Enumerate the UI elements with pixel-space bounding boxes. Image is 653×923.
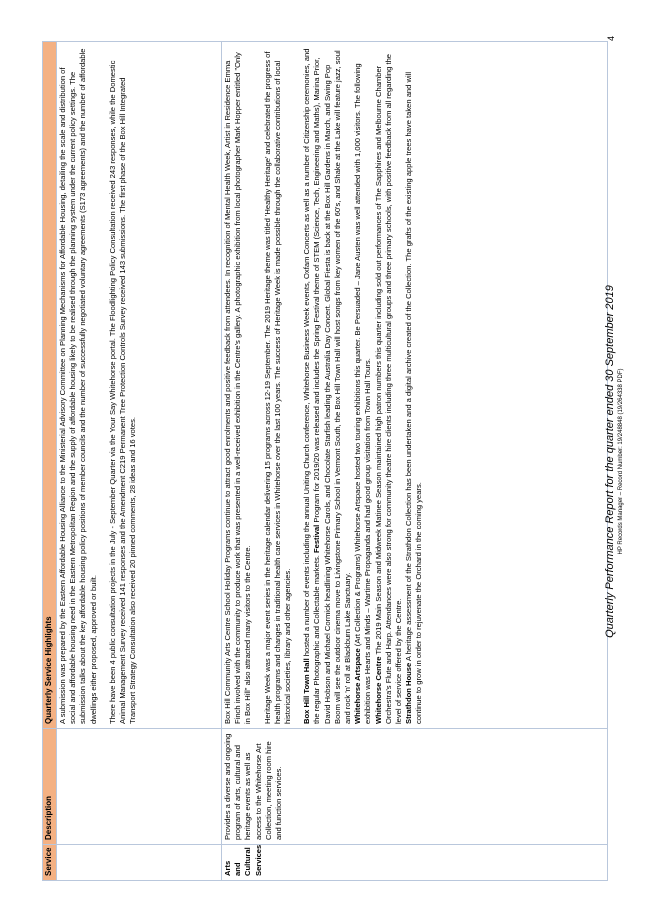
- whitehorse-centre-text: The 2019 Main Season and Midweek Matinee Season maintained high patron numbers this quarter including sold out performances of The Sapphires and Melbourne Chamber Orchestra's Flute and Harp. Attendances were also strong for community theatre hire clients including three multicultural groups and three primary schools, with positive feedback from all regarding the level of service offered by the Centre.: [373, 53, 404, 724]
- header-highlights: Quarterly Service Highlights: [43, 42, 57, 729]
- description-arts-cultural: Provides a diverse and ongoing program of arts, cultural and heritage events as well as access to the Whitehorse Art Collection, meeting room hire and function services.: [222, 729, 608, 845]
- table-header-row: [43, 42, 57, 881]
- table-row-arts: [222, 42, 608, 881]
- housing-submission-paragraph: A submission was prepared by the Eastern Affordable Housing Alliance to the Ministerial Advisory Committee on Planning Mechanisms for Affordable Housing, detailing the scale and distribution of social and affordable housing need in the Eastern Metropolitan Region and the supply of affordable housing likely to be realised through the planning system under the current policy settings. The submission talks about the key affordable housing policy positions of member councils and the number of successfully negotiated voluntary agreements (S173 agreements) and the number of affordable dwellings either proposed, approved or built.: [58, 48, 98, 724]
- service-cell-empty: [57, 845, 222, 881]
- header-description: Description: [43, 729, 57, 845]
- consultation-paragraph: There have been 4 public consultation projects in the July - September Quarter via the Your Say Whitehorse portal. The Floodlighting Policy Consultation received 243 responses, while the Domestic Animal Management Survey received 141 responses and the Amendment C219 Permanent Tree Protection Controls Survey received 143 submissions. The first phase of the Box Hill Integrated Transport Strategy Consultation also received 20 pinned comments, 28 ideas and 16 votes.: [107, 60, 138, 724]
- artspace-text: (Art Collection & Programs) Whitehorse Artspace hosted two touring exhibitions this quarter. Be Persuaded – Jane Austen was well attended with 1,000 visitors. The following exhibition was Hearts and Minds – Wartime Propaganda and had good group visitation from Town Hall Tours.: [353, 63, 373, 724]
- footer-report-title: Quarterly Performance Report for the quarter ended 30 September 2019: [604, 285, 616, 638]
- whitehorse-centre-label: Whitehorse Centre: [373, 656, 383, 724]
- service-arts-cultural: Arts and Cultural Services: [222, 845, 608, 881]
- arts-centre-paragraph: Box Hill Community Arts Centre School Holiday Programs continue to attract good enrolments and positive feedback from attendees. In recognition of Mental Health Week, Artist in Residence Emma Finch involved with the community to produce work that was presented in a well-received exhibition in the Centre's gallery. A photographic exhibition from local photographer Mark Hopper entitled "Only in Box Hill" also attracted many visitors to the Centre.: [223, 52, 253, 724]
- table-row-continuation: [57, 42, 222, 881]
- highlights-arts-cultural: [222, 42, 608, 729]
- artspace-paragraph: [353, 46, 373, 724]
- highlights-cell-continuation: [57, 42, 222, 729]
- artspace-label: Whitehorse Artspace: [353, 648, 363, 724]
- page-number: 4: [606, 35, 616, 41]
- town-hall-label: Box Hill Town Hall: [302, 658, 312, 724]
- strathdon-text: A heritage assessment of the Strathdon Collection has been undertaken and a digital archive created of the Collection. The grafts of the existing apple trees have taken and will continue to grow in order to rejuvenate the Orchard in the coming years.: [404, 71, 424, 724]
- town-hall-paragraph: [302, 46, 353, 724]
- strathdon-paragraph: [404, 46, 424, 724]
- town-hall-text-b: Program for 2019/20 was released and includes the Spring Festival theme of STEM (Science, Tech, Engineering and Maths), Marina Prior, David Hobson and Michael Cormick headlining Whitehorse Carols, and Chocolate Starfish leading the Australia Day Concert. Global Fiesta is back at the Box Hill Gardens in March, and Swing Pop Boom will see the outdoor cinema move to Livingstone Primary School in Vermont South, the Box Hill Town Hall will host songs from key women of the 60's, and Shake at the Lake will feature jazz, soul and rock 'n' roll at Blackburn Lake Sanctuary.: [312, 50, 353, 724]
- description-cell-empty: [57, 729, 222, 845]
- strathdon-label: Strathdon House: [404, 662, 414, 724]
- heritage-week-paragraph: Heritage Week was a major event series in the heritage calendar delivering 15 programs across 12-19 September. The 2019 Heritage theme was titled 'Healthy Heritage' and celebrated the progress of health programs and changes in traditional health care services in Whitehorse over the last 100 years. The success of Heritage Week is made possible through the collaborative contributions of local historical societies, library and other agencies.: [262, 51, 293, 724]
- header-service: Service: [43, 845, 57, 881]
- town-hall-text-a: hosted a number of events including the annual Uniting Church conference, Whitehorse Business Week events, Oxfam Concerts as well as a number of Citizenship ceremonies, and the regular Photographic and Collectable markets.: [302, 48, 322, 724]
- footer-record-number: HP Records Manager – Record Number: 19/248848 (19/264338 PDF): [618, 368, 624, 555]
- festival-label: Festival: [312, 524, 322, 554]
- whitehorse-centre-paragraph: [374, 46, 405, 724]
- service-table: [42, 41, 608, 881]
